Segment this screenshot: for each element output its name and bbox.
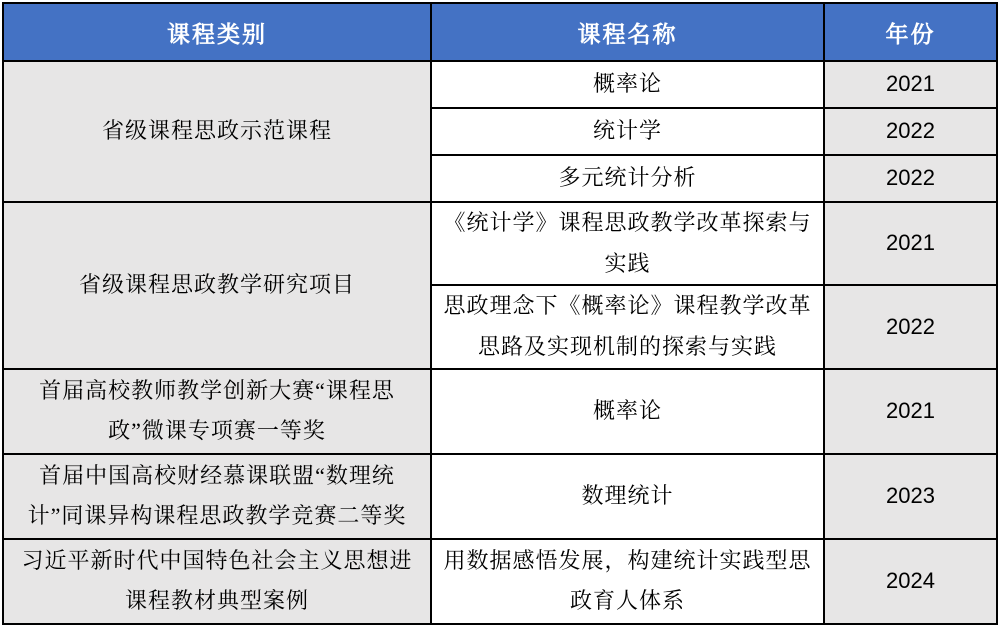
table-row bbox=[3, 202, 997, 285]
course-cell: 概率论 bbox=[431, 61, 824, 108]
course-cell: 多元统计分析 bbox=[431, 155, 824, 202]
table-row bbox=[3, 539, 997, 624]
table-row bbox=[3, 61, 997, 108]
course-cell: 用数据感悟发展，构建统计实践型思政育人体系 bbox=[431, 539, 824, 624]
header-course-name: 课程名称 bbox=[431, 3, 824, 61]
year-cell: 2024 bbox=[824, 539, 997, 624]
year-cell: 2021 bbox=[824, 369, 997, 454]
course-cell: 思政理念下《概率论》课程教学改革思路及实现机制的探索与实践 bbox=[431, 285, 824, 368]
year-cell: 2021 bbox=[824, 202, 997, 285]
course-cell: 概率论 bbox=[431, 369, 824, 454]
course-cell: 数理统计 bbox=[431, 454, 824, 539]
category-cell-textbook-typical-case: 习近平新时代中国特色社会主义思想进课程教材典型案例 bbox=[3, 539, 431, 624]
header-row bbox=[3, 3, 997, 61]
course-ideology-awards-table bbox=[2, 2, 998, 625]
year-cell: 2022 bbox=[824, 155, 997, 202]
header-course-category: 课程类别 bbox=[3, 3, 431, 61]
course-cell: 统计学 bbox=[431, 108, 824, 155]
category-cell-provincial-research-project: 省级课程思政教学研究项目 bbox=[3, 202, 431, 369]
year-cell: 2022 bbox=[824, 108, 997, 155]
year-cell: 2023 bbox=[824, 454, 997, 539]
year-cell: 2021 bbox=[824, 61, 997, 108]
category-cell-teaching-innovation-contest: 首届高校教师教学创新大赛“课程思政”微课专项赛一等奖 bbox=[3, 369, 431, 454]
table-row bbox=[3, 369, 997, 454]
header-year: 年份 bbox=[824, 3, 997, 61]
category-cell-provincial-demo-course: 省级课程思政示范课程 bbox=[3, 61, 431, 202]
year-cell: 2022 bbox=[824, 285, 997, 368]
course-cell: 《统计学》课程思政教学改革探索与实践 bbox=[431, 202, 824, 285]
table-row bbox=[3, 454, 997, 539]
category-cell-mooc-alliance-contest: 首届中国高校财经慕课联盟“数理统计”同课异构课程思政教学竞赛二等奖 bbox=[3, 454, 431, 539]
